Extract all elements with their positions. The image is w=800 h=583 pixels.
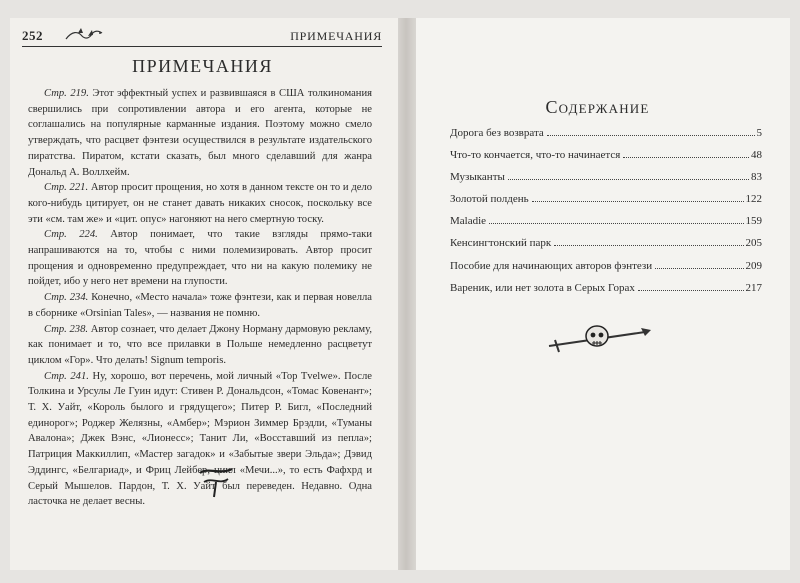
note-paragraph bbox=[28, 180, 372, 227]
note-ref: Стр. 241. bbox=[44, 370, 89, 382]
note-text: Автор сознает, что делает Джону Норману дармовую рекламу, как понимает и то, что все прилавки в Польше немедленно расцветут циклом «Гор». Что делать! Signum temporis. bbox=[28, 323, 373, 366]
toc-heading: Содержание bbox=[545, 97, 650, 117]
toc-label: Что-то кончается, что-то начинается bbox=[450, 149, 621, 162]
toc-page: 122 bbox=[745, 193, 762, 206]
toc-page: 83 bbox=[751, 171, 762, 184]
toc-leader bbox=[638, 290, 744, 291]
note-text: Этот эффектный успех и развившаяся в США толкиномания свершились при сопротивлении автора и его агента, которые не соглашались на популярные карманные издания. Поэтому можно смело утверждать, что расцвет фэнтези осуществился в результате издательского пиратства. Пиратом, кстати сказать, был много сделавший для жанра Дональд А. Воллхейм. bbox=[28, 88, 373, 178]
toc-label: Дорога без возврата bbox=[450, 127, 544, 139]
note-paragraph bbox=[28, 290, 372, 321]
notes-body bbox=[28, 86, 372, 510]
toc-label: Музыканты bbox=[450, 171, 505, 184]
toc-row[interactable] bbox=[450, 127, 762, 149]
toc-leader bbox=[554, 245, 743, 246]
notes-heading: ПРИМЕЧАНИЯ bbox=[132, 56, 273, 76]
toc-row[interactable] bbox=[450, 149, 762, 171]
toc-label: Золотой полдень bbox=[450, 193, 529, 206]
note-text: Автор просит прощения, но хотя в данном тексте он то и дело кого-нибудь цитирует, он не станет давать никаких сносок, поскольку все эти «см. там же» и «цит. опус» нагоняют на него смертную тоску. bbox=[28, 182, 372, 225]
toc-leader bbox=[508, 179, 749, 180]
note-paragraph bbox=[28, 86, 372, 180]
table-of-contents bbox=[450, 127, 762, 304]
toc-label: Кенсингтонский парк bbox=[450, 237, 552, 250]
toc-leader bbox=[532, 201, 744, 202]
toc-label: Пособие для начинающих авторов фэнтези bbox=[450, 259, 653, 272]
toc-row[interactable] bbox=[450, 260, 762, 282]
section-end-ornament-icon bbox=[196, 465, 236, 499]
note-ref: Стр. 238. bbox=[44, 323, 89, 335]
toc-page: 205 bbox=[745, 237, 762, 250]
toc-leader bbox=[547, 135, 755, 136]
running-head bbox=[22, 26, 382, 47]
note-ref: Стр. 219. bbox=[44, 88, 89, 99]
note-ref: Стр. 224. bbox=[44, 229, 98, 241]
toc-row[interactable] bbox=[450, 237, 762, 259]
toc-page: 217 bbox=[745, 281, 762, 294]
running-title: ПРИМЕЧАНИЯ bbox=[290, 29, 382, 43]
toc-label: Вареник, или нет золота в Серых Горах bbox=[450, 281, 635, 294]
toc-leader bbox=[655, 268, 743, 269]
note-text: Конечно, «Место начала» тоже фэнтези, как и первая новелла в сборнике «Orsinian Tales», — названия не помню. bbox=[28, 292, 372, 319]
note-ref: Стр. 234. bbox=[44, 292, 89, 304]
note-paragraph bbox=[28, 322, 372, 369]
faded-bleed-through bbox=[480, 60, 700, 84]
note-text: Автор понимает, что такие взгляды прямо-таки напрашиваются на то, чтобы с ними полемизировать. Автор просит прощения и одновременно предупреждает, что ни на какую полемику не пойдет, ибо у него нет времени на глупости. bbox=[28, 229, 372, 288]
toc-leader bbox=[623, 157, 749, 158]
note-ref: Стр. 221. bbox=[44, 182, 89, 194]
toc-leader bbox=[489, 223, 743, 224]
page-number: 252 bbox=[22, 28, 43, 43]
toc-page: 5 bbox=[756, 127, 762, 139]
toc-label: Maladie bbox=[450, 215, 487, 228]
toc-row[interactable] bbox=[450, 171, 762, 193]
note-paragraph bbox=[28, 227, 372, 290]
toc-page: 159 bbox=[745, 215, 762, 228]
toc-row[interactable] bbox=[450, 282, 762, 304]
toc-row[interactable] bbox=[450, 193, 762, 215]
skull-sword-ornament-icon bbox=[545, 318, 655, 358]
toc-page: 209 bbox=[745, 259, 762, 272]
toc-row[interactable] bbox=[450, 215, 762, 237]
note-text: Ну, хорошо, вот перечень, мой личный «Top Tvelwe». После Толкина и Урсулы Ле Гуин идут: Стивен Р. Дональдсон, «Томас Ковенант»; Т. Х. Уайт, «Король былого и грядущего»; Питер Р. Бигл, «Последний единорог»; Роджер Желязны, «Амбер»; Мэрион Зиммер Брэдли, «Туманы Авалона»; Джек Вэнс, «Лионесс»; Танит Ли, «Восставший из пепла»; Патриция Маккиллип, «Мастер загадок» и «Забытые звери Эльда»; Дэвид Эддингс, «Белгариад», и Фриц Лейбер, цикл «Мечи...», то есть Фафхрд и Серый Мышелов. Пардон, Т. Х. Уайт был переведен. Недавно. Одна ласточка не делает весны. bbox=[28, 370, 373, 508]
toc-page: 48 bbox=[751, 149, 762, 162]
dragon-ornament-icon bbox=[64, 27, 104, 43]
